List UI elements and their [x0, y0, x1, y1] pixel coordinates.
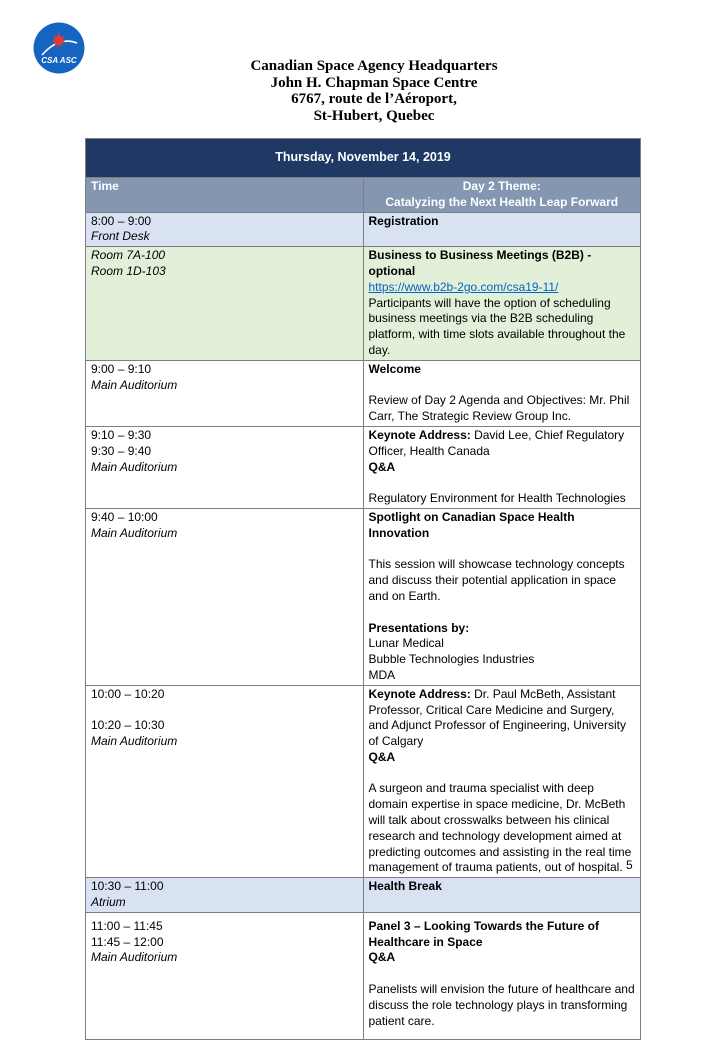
time-cell — [86, 878, 364, 913]
qa-label: Q&A — [368, 749, 396, 764]
table-row — [86, 426, 641, 508]
keynote-line — [369, 687, 636, 750]
time-range: 10:00 – 10:20 — [91, 686, 165, 701]
theme-line-2: Catalyzing the Next Health Leap Forward — [385, 194, 619, 209]
theme-column-header — [363, 178, 641, 213]
presentations-label: Presentations by: — [368, 620, 470, 635]
qa-label: Q&A — [368, 459, 396, 474]
csa-logo — [33, 22, 85, 74]
session-description: A surgeon and trauma specialist with deep domain expertise in space medicine, Dr. McBeth will talk about crosswalks between his clinical research and technology development aimed at predicting outcomes and assisting in the real time management of trauma patients, out of hospital. — [368, 781, 632, 875]
location: Atrium — [91, 895, 126, 910]
time-range: 10:30 – 11:00 — [91, 879, 164, 894]
session-title: Registration — [368, 213, 439, 228]
time-range: 8:00 – 9:00 — [91, 213, 152, 228]
session-description: Participants will have the option of scheduling business meetings via the B2B scheduling platform, with time slots available throughout the day. — [368, 295, 626, 357]
location: Main Auditorium — [91, 377, 178, 392]
time-range: 11:00 – 11:45 — [91, 918, 163, 933]
session-description: This session will showcase technology concepts and discuss their potential application in space and on Earth. — [368, 557, 625, 603]
keynote-speaker: Dr. Paul McBeth, Assistant Professor, Critical Care Medicine and Surgery, and Adjunct Professor of Engineering, University of Calgary — [368, 686, 626, 749]
time-cell — [86, 426, 364, 508]
table-row — [86, 360, 641, 426]
session-cell — [363, 685, 641, 878]
session-title: Panel 3 – Looking Towards the Future of Healthcare in Space — [368, 918, 599, 949]
location: Room 7A-100 — [91, 248, 166, 263]
presenter: Lunar Medical — [368, 636, 444, 651]
session-title: Welcome — [368, 361, 421, 376]
b2b-link[interactable]: https://www.b2b-2go.com/csa19-11/ — [368, 279, 559, 294]
session-cell — [363, 878, 641, 913]
table-row — [86, 685, 641, 878]
table-row — [86, 878, 641, 913]
page-number: 5 — [626, 858, 633, 872]
location: Main Auditorium — [91, 525, 178, 540]
time-cell — [86, 912, 364, 1040]
time-range: 9:40 – 10:00 — [91, 509, 158, 524]
header-line-3: 6767, route de l’Aéroport, — [291, 91, 457, 107]
time-range: 9:10 – 9:30 — [91, 427, 152, 442]
time-cell — [86, 360, 364, 426]
location: Room 1D-103 — [91, 263, 166, 278]
theme-line-1: Day 2 Theme: — [462, 179, 541, 193]
time-range: 11:45 – 12:00 — [91, 934, 164, 949]
agenda-table — [85, 138, 641, 1040]
header-line-1: Canadian Space Agency Headquarters — [250, 58, 498, 74]
time-cell — [86, 212, 364, 247]
session-cell — [363, 360, 641, 426]
table-row — [86, 247, 641, 361]
session-cell — [363, 212, 641, 247]
keynote-label: Keynote Address: — [368, 686, 471, 701]
session-cell — [363, 912, 641, 1040]
time-range: 10:20 – 10:30 — [91, 718, 165, 733]
time-range: 9:30 – 9:40 — [91, 443, 152, 458]
logo-text: CSA ASC — [41, 56, 77, 65]
header-line-2: John H. Chapman Space Centre — [270, 74, 478, 91]
time-column-header: Time — [86, 178, 364, 213]
keynote-line — [369, 428, 636, 460]
location: Front Desk — [91, 229, 150, 244]
date-header-row — [86, 139, 641, 178]
qa-label: Q&A — [368, 950, 396, 965]
keynote-speaker: David Lee, Chief Regulatory Officer, Health Canada — [368, 427, 625, 458]
session-title: Business to Business Meetings (B2B) - optional — [368, 248, 592, 278]
presenter: Bubble Technologies Industries — [368, 652, 535, 667]
session-cell — [363, 508, 641, 685]
session-title: Health Break — [368, 879, 442, 894]
document-header — [180, 58, 568, 124]
presenter: MDA — [368, 667, 396, 682]
time-cell — [86, 247, 364, 361]
header-line-4: St-Hubert, Quebec — [313, 107, 435, 124]
location: Main Auditorium — [91, 459, 178, 474]
session-description: Regulatory Environment for Health Technologies — [368, 491, 626, 506]
session-title: Spotlight on Canadian Space Health Innovation — [368, 509, 575, 540]
session-cell — [363, 426, 641, 508]
time-range: 9:00 – 9:10 — [91, 361, 152, 376]
date-header: Thursday, November 14, 2019 — [86, 139, 641, 178]
location: Main Auditorium — [91, 950, 178, 965]
keynote-label: Keynote Address: — [368, 427, 471, 442]
time-cell — [86, 508, 364, 685]
table-row — [86, 212, 641, 247]
session-description: Review of Day 2 Agenda and Objectives: Mr. Phil Carr, The Strategic Review Group Inc. — [368, 393, 630, 424]
table-row — [86, 508, 641, 685]
session-description: Panelists will envision the future of healthcare and discuss the role technology plays in transforming patient care. — [368, 982, 635, 1028]
location: Main Auditorium — [91, 734, 178, 749]
column-header-row — [86, 178, 641, 213]
table-row — [86, 912, 641, 1040]
time-cell — [86, 685, 364, 878]
session-cell — [363, 247, 641, 361]
